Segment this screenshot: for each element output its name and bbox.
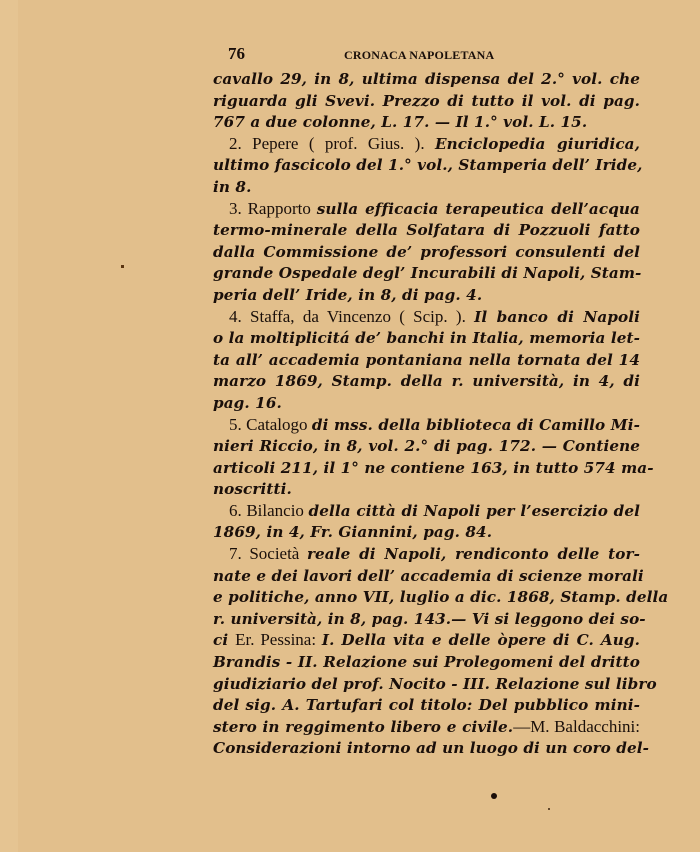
italic-text: ci	[213, 631, 236, 650]
text-line	[213, 737, 650, 759]
text-line	[213, 543, 640, 565]
roman-text: Er. Pessina:	[235, 630, 322, 650]
roman-text: 7. Società	[229, 544, 307, 564]
text-line	[213, 133, 640, 155]
catalog-entry-entry-5	[213, 414, 654, 500]
italic-text: riguarda gli Svevi. Prezzo di tutto il vol. di pag.	[213, 91, 640, 110]
text-line	[213, 629, 640, 651]
text-line	[213, 111, 640, 133]
catalog-entry-entry-2	[213, 133, 643, 198]
text-line	[213, 370, 640, 392]
text-line	[213, 219, 640, 241]
catalog-entry-entry-6	[213, 500, 640, 543]
italic-text: noscritti.	[213, 480, 292, 499]
italic-text: e politiche, anno VII, luglio a dic. 1868, Stamp. della	[213, 588, 669, 607]
text-line	[213, 565, 644, 587]
italic-text: della città di Napoli per l’esercizio del	[308, 501, 640, 520]
text-line	[213, 500, 640, 522]
ink-spot	[491, 793, 497, 799]
italic-text: marzo 1869, Stamp. della r. università, in 4, di	[213, 372, 640, 391]
text-line	[213, 306, 640, 328]
text-line	[213, 176, 640, 198]
book-page	[213, 44, 669, 759]
text-line	[213, 457, 654, 479]
italic-text: di mss. della biblioteca di Camillo Mi-	[311, 415, 640, 434]
text-line	[213, 478, 640, 500]
italic-text: grande Ospedale degl’ Incurabili di Napoli, Stam-	[213, 264, 642, 283]
text-line	[213, 284, 640, 306]
italic-text: Enciclopedia giuridica,	[434, 134, 640, 153]
italic-text: in 8.	[213, 177, 252, 196]
italic-text: sulla efficacia terapeutica dell’acqua	[316, 199, 640, 218]
italic-text: termo-minerale della Solfatara di Pozzuoli fatto	[213, 221, 640, 240]
text-line	[213, 586, 669, 608]
italic-text: giudiziario del prof. Nocito - III. Relazione sul libro	[213, 674, 657, 693]
italic-text: pag. 16.	[213, 393, 282, 412]
italic-text: I. Della vita e delle òpere di C. Aug.	[321, 631, 640, 650]
italic-text: reale di Napoli, rendiconto delle tor-	[306, 545, 640, 564]
italic-text: del sig. A. Tartufari col titolo: Del pubblico mini-	[213, 696, 640, 715]
italic-text: articoli 211, il 1° ne contiene 163, in tutto 574 ma-	[213, 458, 654, 477]
italic-text: ultimo fascicolo del 1.° vol., Stamperia dell’ Iride,	[213, 156, 643, 175]
italic-text: nate e dei lavori dell’ accademia di scienze morali	[213, 566, 644, 585]
italic-text: nieri Riccio, in 8, vol. 2.° di pag. 172. — Contiene	[213, 437, 640, 456]
text-line	[213, 392, 640, 414]
italic-text: o la moltiplicitá de’ banchi in Italia, memoria let-	[213, 329, 640, 348]
page-edge-shadow	[0, 0, 18, 852]
italic-text: 1869, in 4, Fr. Giannini, pag. 84.	[213, 523, 493, 542]
italic-text: Brandis - II. Relazione sui Prolegomeni del dritto	[213, 653, 640, 672]
roman-text: 3. Rapporto	[229, 198, 317, 218]
italic-text: 767 a due colonne, L. 17. — Il 1.° vol. L. 15.	[213, 113, 588, 132]
text-line	[213, 414, 640, 436]
text-line	[213, 90, 640, 112]
roman-text: 4. Staffa, da Vincenzo ( Scip. ).	[229, 306, 475, 326]
text-line	[213, 262, 640, 284]
roman-text: 2. Pepere ( prof. Gius. ).	[229, 133, 435, 153]
ink-speck	[548, 808, 550, 810]
italic-text: r. università, in 8, pag. 143.— Vi si leggono dei so-	[213, 609, 646, 628]
text-line	[213, 521, 640, 543]
text-line	[213, 716, 640, 738]
body-text	[213, 68, 669, 759]
italic-text: cavallo 29, in 8, ultima dispensa del 2.° vol. che	[213, 70, 640, 88]
text-line	[213, 68, 640, 90]
italic-text: dalla Commissione de’ professori consulenti del	[213, 242, 640, 261]
text-line	[213, 608, 646, 630]
running-title: CRONACA NAPOLETANA	[344, 48, 495, 62]
italic-text: Il banco di Napoli	[474, 307, 640, 326]
italic-text: ta all’ accademia pontaniana nella tornata del 14	[213, 350, 640, 369]
italic-text: stero in reggimento libero e civile.	[213, 717, 514, 736]
page-number: 76	[228, 44, 245, 63]
italic-text: Considerazioni intorno ad un luogo di un coro del-	[213, 739, 650, 758]
roman-text: —M. Baldacchini:	[513, 716, 641, 736]
text-line	[213, 198, 640, 220]
catalog-entry-continuation	[213, 68, 640, 133]
text-line	[213, 327, 640, 349]
text-line	[213, 241, 640, 263]
roman-text: 6. Bilancio	[229, 500, 309, 520]
catalog-entry-entry-4	[213, 306, 640, 414]
text-line	[213, 154, 643, 176]
running-head	[213, 44, 640, 68]
text-line	[213, 694, 640, 716]
text-line	[213, 673, 657, 695]
catalog-entry-entry-3	[213, 198, 640, 306]
text-line	[213, 651, 640, 673]
ink-speck	[121, 265, 124, 268]
text-line	[213, 435, 640, 457]
text-line	[213, 349, 640, 371]
catalog-entry-entry-7	[213, 543, 669, 759]
italic-text: peria dell’ Iride, in 8, di pag. 4.	[213, 285, 483, 304]
roman-text: 5. Catalogo	[229, 414, 312, 434]
